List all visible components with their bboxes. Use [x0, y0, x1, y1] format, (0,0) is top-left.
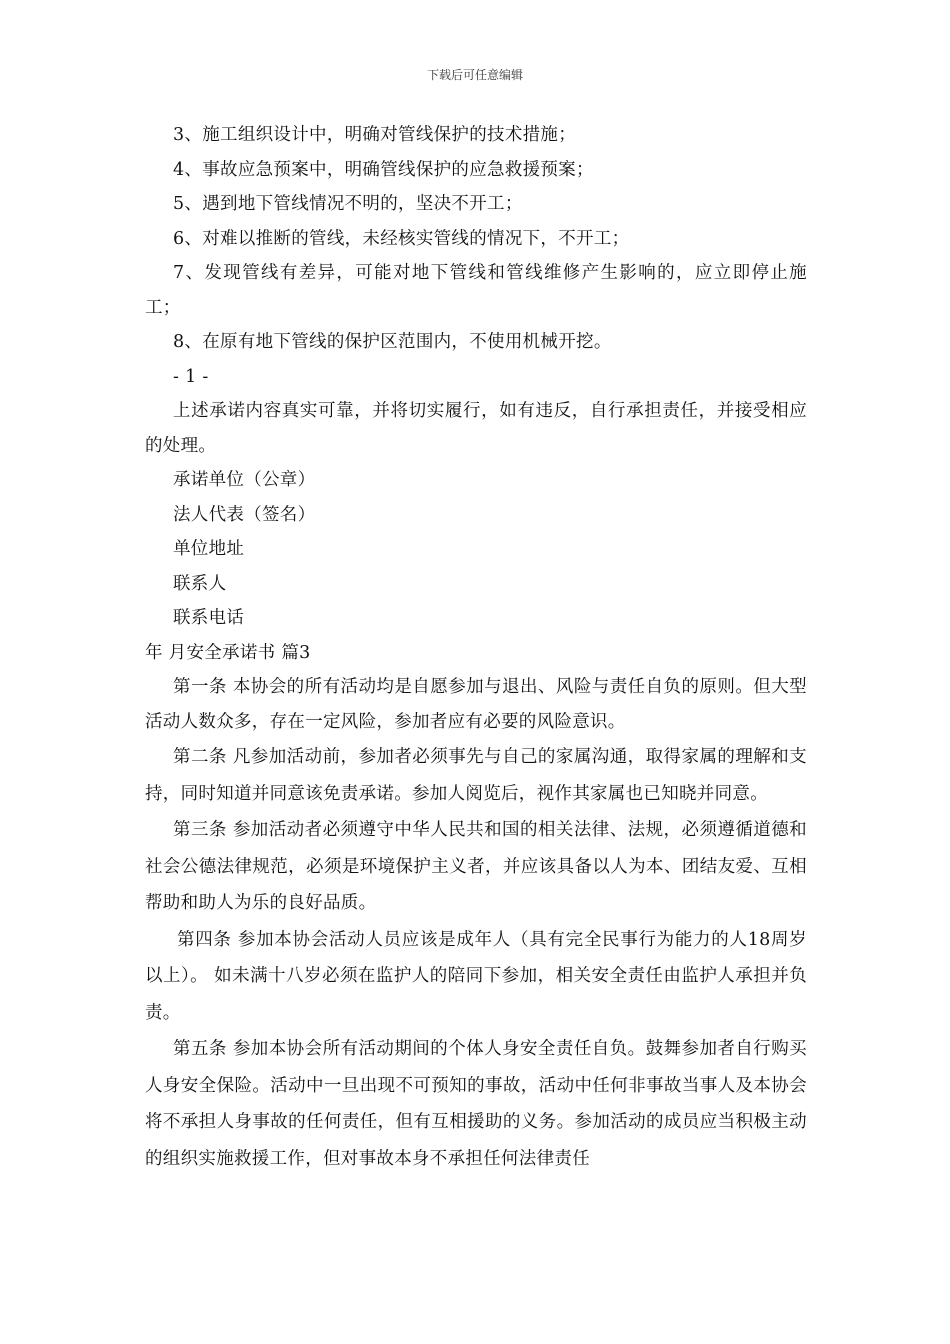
- section-title: 年 月安全承诺书 篇3: [145, 642, 311, 663]
- article-5: 第五条 参加本协会所有活动期间的个体人身安全责任自负。鼓舞参加者自行购买人身安全保险。活动中一旦出现不可预知的事故，活动中任何非事故当事人及本协会将不承担人身事故的任何责任，但有互相援助的义务。参加活动的成员应当积极主动的组织实施救援工作，但对事故本身不承担任何法律责任: [145, 1039, 807, 1169]
- field-label-contact: 联系人: [173, 573, 227, 594]
- paragraph-item-5: 5、遇到地下管线情况不明的，坚决不开工；: [173, 194, 523, 214]
- field-label-unit: 承诺单位（公章）: [173, 470, 316, 490]
- field-label-address: 单位地址: [173, 539, 245, 559]
- field-label-legal-rep: 法人代表（签名）: [173, 504, 316, 525]
- field-label-phone: 联系电话: [173, 608, 245, 628]
- paragraph-item-4: 4、事故应急预案中，明确管线保护的应急救援预案；: [173, 159, 594, 180]
- page-header: 下载后可任意编辑: [426, 68, 523, 82]
- paragraph-item-8: 8、在原有地下管线的保护区范围内，不使用机械开挖。: [173, 332, 612, 352]
- commitment-statement: 上述承诺内容真实可靠，并将切实履行，如有违反，自行承担责任，并接受相应的处理。: [145, 401, 807, 456]
- page-number: - 1 -: [173, 366, 209, 387]
- article-4: 第四条 参加本协会活动人员应该是成年人（具有完全民事行为能力的人18周岁以上）。 如未满十八岁必须在监护人的陪同下参加，相关安全责任由监护人承担并负责。: [145, 929, 807, 1023]
- paragraph-item-6: 6、对难以推断的管线，未经核实管线的情况下，不开工；: [173, 228, 630, 249]
- article-1: 第一条 本协会的所有活动均是自愿参加与退出、风险与责任自负的原则。但大型活动人数众多，存在一定风险，参加者应有必要的风险意识。: [145, 677, 807, 732]
- document-body: [145, 118, 807, 1177]
- paragraph-item-3: 3、施工组织设计中，明确对管线保护的技术措施；: [173, 125, 577, 145]
- article-3: 第三条 参加活动者必须遵守中华人民共和国的相关法律、法规，必须遵循道德和社会公德法律规范，必须是环境保护主义者，并应该具备以人为本、团结友爱、互相帮助和助人为乐的良好品质。: [145, 820, 807, 913]
- article-2: 第二条 凡参加活动前，参加者必须事先与自己的家属沟通，取得家属的理解和支持，同时知道并同意该免责承诺。参加人阅览后，视作其家属也已知晓并同意。: [145, 747, 807, 804]
- paragraph-item-7: 7、发现管线有差异，可能对地下管线和管线维修产生影响的，应立即停止施工；: [145, 263, 807, 318]
